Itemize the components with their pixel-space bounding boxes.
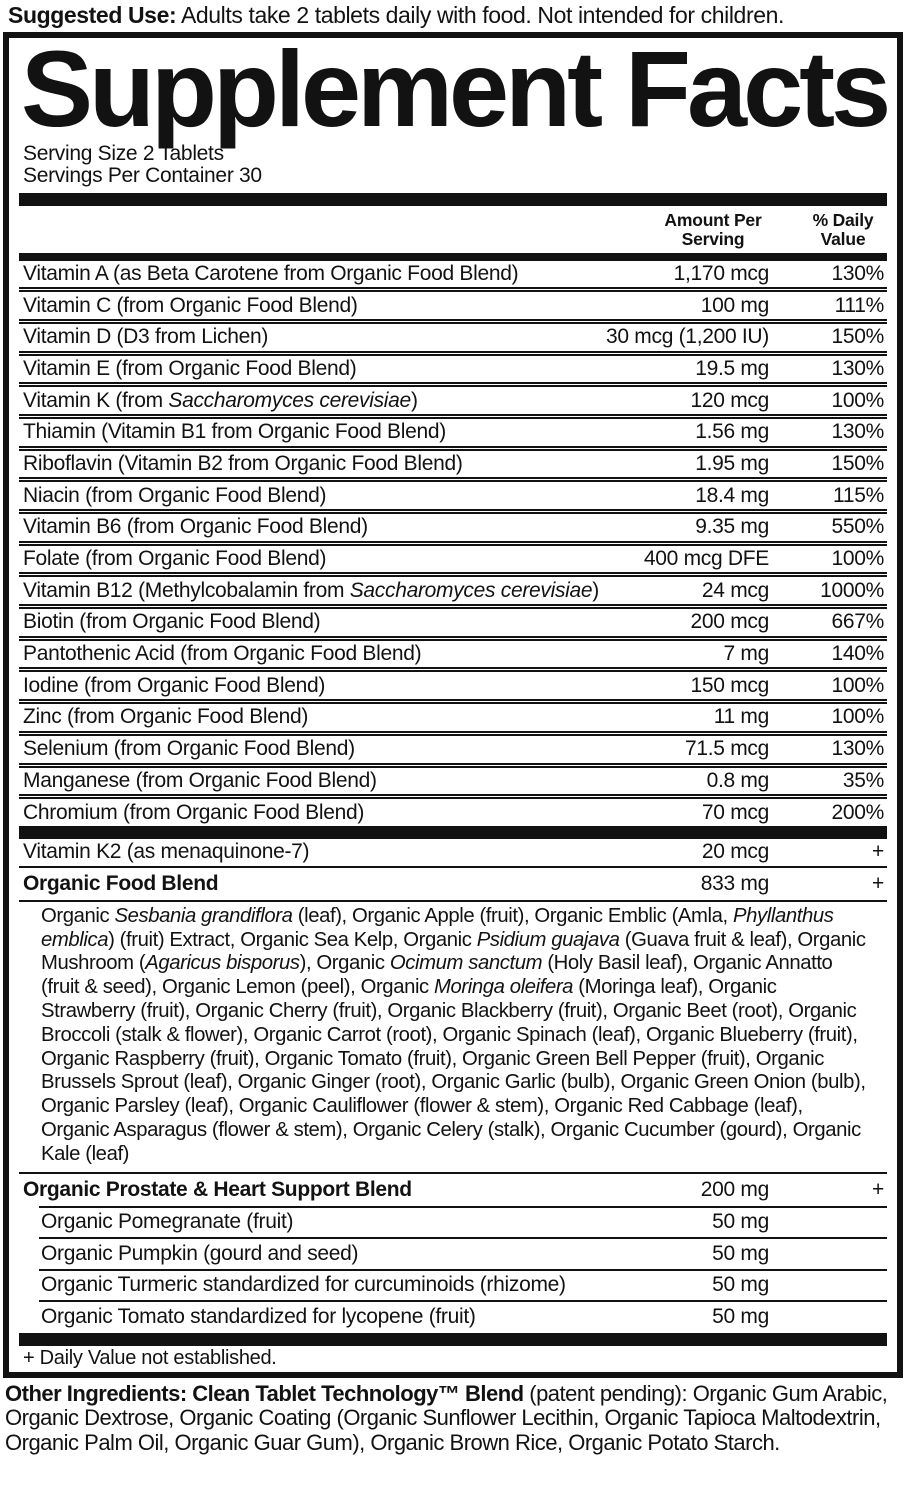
nutrient-amount: 1.56 mg (695, 420, 769, 444)
nutrient-name: Pantothenic Acid (from Organic Food Blend) (23, 642, 422, 666)
sub-ingredient-name: Organic Pumpkin (gourd and seed) (41, 1241, 359, 1265)
support-blend-row (19, 1174, 887, 1206)
nutrient-amount: 71.5 mcg (685, 737, 769, 761)
nutrient-amount: 100 mg (700, 293, 769, 317)
panel-title: Supplement Facts (21, 28, 888, 149)
nutrient-row (19, 699, 887, 731)
food-blend-row (19, 868, 887, 900)
nutrient-daily-value: 550% (831, 515, 884, 539)
nutrient-amount: 18.4 mg (695, 483, 769, 507)
thick-divider-bar (19, 1333, 887, 1346)
nutrient-daily-value: 111% (834, 293, 884, 317)
nutrient-name: Vitamin D (D3 from Lichen) (23, 325, 269, 349)
daily-value-footnote: + Daily Value not established. (23, 1346, 277, 1369)
nutrient-row (19, 287, 887, 319)
sub-ingredient-name: Organic Tomato standardized for lycopene (fruit) (41, 1304, 476, 1328)
column-header-dv-line1: % Daily (812, 210, 874, 231)
sub-ingredient-row (39, 1237, 887, 1269)
column-header-daily-value (769, 211, 887, 249)
nutrient-daily-value: 667% (831, 610, 884, 634)
nutrient-name: Vitamin E (from Organic Food Blend) (23, 356, 357, 380)
suggested-use-text: Suggested Use: Adults take 2 tablets daily with food. Not intended for children. (8, 2, 784, 28)
nutrient-row (19, 541, 887, 573)
column-header-amount (657, 211, 769, 249)
nutrient-amount: 120 mcg (690, 388, 769, 412)
sub-ingredient-amount: 50 mg (712, 1241, 769, 1265)
blend-daily-value: + (872, 1177, 884, 1201)
thick-divider-bar (19, 826, 887, 839)
nutrient-amount: 20 mcg (701, 840, 769, 864)
thick-divider-bar (19, 193, 887, 206)
nutrient-name: Biotin (from Organic Food Blend) (23, 610, 321, 634)
nutrient-name: Manganese (from Organic Food Blend) (23, 768, 377, 792)
nutrient-daily-value: 100% (831, 547, 884, 571)
nutrient-amount: 30 mcg (1,200 IU) (606, 325, 769, 349)
nutrient-row (19, 794, 887, 826)
nutrient-amount: 7 mg (723, 642, 769, 666)
nutrient-daily-value: 130% (831, 356, 884, 380)
serving-size: Serving Size 2 Tablets (23, 142, 224, 166)
blend-amount: 200 mg (700, 1177, 769, 1201)
supplement-facts-panel (3, 28, 903, 1378)
nutrient-rows (19, 261, 887, 826)
nutrient-amount: 0.8 mg (706, 768, 769, 792)
nutrient-daily-value: 1000% (820, 578, 884, 602)
nutrient-row (19, 731, 887, 763)
nutrient-daily-value: 100% (831, 673, 884, 697)
servings-per-container: Servings Per Container 30 (23, 164, 262, 188)
nutrient-daily-value: 130% (831, 420, 884, 444)
nutrient-row (19, 572, 887, 604)
nutrient-row (19, 382, 887, 414)
nutrient-daily-value: 130% (831, 737, 884, 761)
blend-amount: 833 mg (700, 871, 769, 895)
nutrient-name: Zinc (from Organic Food Blend) (23, 705, 309, 729)
nutrient-name: Iodine (from Organic Food Blend) (23, 673, 326, 697)
nutrient-daily-value: 200% (831, 800, 884, 824)
nutrient-name: Thiamin (Vitamin B1 from Organic Food Blend) (23, 420, 446, 444)
nutrient-row (19, 261, 887, 287)
sub-ingredient-row (39, 1269, 887, 1301)
nutrient-name: Vitamin C (from Organic Food Blend) (23, 293, 358, 317)
column-headers (19, 206, 887, 253)
nutrient-amount: 70 mcg (701, 800, 769, 824)
nutrient-name: Vitamin B6 (from Organic Food Blend) (23, 515, 368, 539)
nutrient-amount: 1.95 mg (695, 451, 769, 475)
vitamin-k2-row (19, 839, 887, 866)
sub-ingredient-row (39, 1206, 887, 1238)
sub-ingredient-amount: 50 mg (712, 1210, 769, 1234)
thin-divider (19, 900, 887, 902)
blend-name: Organic Food Blend (23, 871, 219, 895)
nutrient-amount: 19.5 mg (695, 356, 769, 380)
column-header-amount-line1: Amount Per (664, 210, 762, 231)
nutrient-daily-value: 130% (831, 262, 884, 286)
nutrient-row (19, 763, 887, 795)
nutrient-name: Chromium (from Organic Food Blend) (23, 800, 365, 824)
nutrient-amount: 1,170 mcg (673, 262, 769, 286)
nutrient-row (19, 509, 887, 541)
nutrient-name: Vitamin A (as Beta Carotene from Organic Food Blend) (23, 262, 519, 286)
nutrient-name: Vitamin K2 (as menaquinone-7) (23, 840, 310, 864)
nutrient-amount: 150 mcg (690, 673, 769, 697)
nutrient-name: Vitamin B12 (Methylcobalamin from Saccharomyces cerevisiae) (23, 578, 599, 602)
nutrient-row (19, 604, 887, 636)
blend-name: Organic Prostate & Heart Support Blend (23, 1177, 412, 1201)
nutrient-amount: 24 mcg (701, 578, 769, 602)
nutrient-daily-value: 100% (831, 388, 884, 412)
nutrient-amount: 400 mcg DFE (643, 547, 769, 571)
nutrient-daily-value: 35% (842, 768, 884, 792)
support-blend-rows (19, 1206, 887, 1332)
nutrient-row (19, 414, 887, 446)
nutrient-daily-value: 140% (831, 642, 884, 666)
nutrient-row (19, 351, 887, 383)
sub-ingredient-name: Organic Pomegranate (fruit) (41, 1210, 294, 1234)
nutrient-name: Folate (from Organic Food Blend) (23, 547, 327, 571)
nutrient-name: Selenium (from Organic Food Blend) (23, 737, 355, 761)
food-blend-ingredients: Organic Sesbania grandiflora (leaf), Organic Apple (fruit), Organic Emblic (Amla, Phyllanthus emblica) (fruit) Extract, Organic Sea Kelp, Organic Psidium guajava (Guava fruit & leaf), Organic Mushroom (Agaricus bisporus), Organic Ocimum sanctum (Holy Basil leaf), Organic Annatto (fruit & seed), Organic Lemon (peel), Organic Moringa oleifera (Moringa leaf), Organic Strawberry (fruit), Organic Cherry (fruit), Organic Blackberry (fruit), Organic Beet (root), Organic Broccoli (stalk & flower), Organic Carrot (root), Organic Spinach (leaf), Organic Blueberry (fruit), Organic Raspberry (fruit), Organic Tomato (fruit), Organic Green Bell Pepper (fruit), Organic Brussels Sprout (leaf), Organic Ginger (root), Organic Garlic (bulb), Organic Green Onion (bulb), Organic Parsley (leaf), Organic Cauliflower (flower & stem), Organic Red Cabbage (leaf), Organic Asparagus (flower & stem), Organic Celery (stalk), Organic Cucumber (gourd), Organic Kale (leaf) (41, 904, 866, 1165)
sub-ingredient-row (39, 1300, 887, 1332)
column-header-amount-line2: Serving (681, 229, 745, 250)
panel-content (19, 193, 887, 1371)
nutrient-name: Niacin (from Organic Food Blend) (23, 483, 327, 507)
nutrient-amount: 9.35 mg (695, 515, 769, 539)
nutrient-row (19, 319, 887, 351)
nutrient-row (19, 636, 887, 668)
nutrient-daily-value: 100% (831, 705, 884, 729)
nutrient-daily-value: + (872, 840, 884, 864)
nutrient-daily-value: 150% (831, 451, 884, 475)
other-ingredients-text: Other Ingredients: Clean Tablet Technology™ Blend (patent pending): Organic Gum Arabic, Organic Dextrose, Organic Coating (Organic Sunflower Lecithin, Organic Tapioca Maltodextrin, Organic Palm Oil, Organic Guar Gum), Organic Brown Rice, Organic Potato Starch. (5, 1380, 888, 1455)
column-header-dv-line2: Value (820, 229, 866, 250)
nutrient-row (19, 667, 887, 699)
nutrient-daily-value: 150% (831, 325, 884, 349)
nutrient-amount: 11 mg (713, 705, 769, 729)
nutrient-daily-value: 115% (833, 483, 884, 507)
sub-ingredient-amount: 50 mg (712, 1273, 769, 1297)
sub-ingredient-amount: 50 mg (712, 1304, 769, 1328)
sub-ingredient-name: Organic Turmeric standardized for curcuminoids (rhizome) (41, 1273, 566, 1297)
nutrient-amount: 200 mcg (690, 610, 769, 634)
nutrient-row (19, 477, 887, 509)
nutrient-row (19, 446, 887, 478)
nutrient-name: Vitamin K (from Saccharomyces cerevisiae) (23, 388, 418, 412)
blend-daily-value: + (872, 871, 884, 895)
nutrient-name: Riboflavin (Vitamin B2 from Organic Food Blend) (23, 451, 463, 475)
medium-divider-bar (19, 253, 887, 261)
